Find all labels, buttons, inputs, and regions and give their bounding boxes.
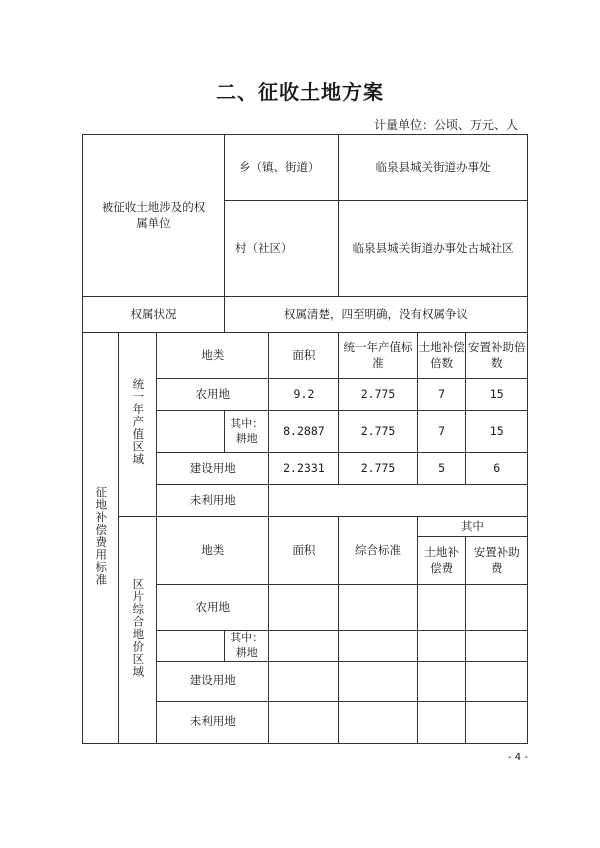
unit-line: 计量单位：公顷、万元、人 xyxy=(373,118,518,132)
zone2-cell xyxy=(417,585,466,631)
zone1-header-land-mult: 土地补偿倍数 xyxy=(417,333,466,379)
zone2-header-area: 面积 xyxy=(269,517,339,585)
zone2-header-land-fee: 土地补偿费 xyxy=(417,537,466,585)
zone2-cell xyxy=(339,701,417,743)
zone1-header-row xyxy=(83,333,528,379)
zone2-cell xyxy=(339,585,417,631)
standard-label: 征地补偿费用标准 xyxy=(94,485,109,586)
zone2-label: 区片综合地价区域 xyxy=(131,577,146,678)
zone1-header-type: 地类 xyxy=(157,333,269,379)
zone1-row-empty xyxy=(269,485,528,517)
zone2-cell xyxy=(466,661,528,701)
ownership-status-label: 权属状况 xyxy=(83,297,225,333)
zone1-row-standard: 2.775 xyxy=(339,453,417,485)
zone2-cell xyxy=(417,661,466,701)
zone1-row-land-mult: 5 xyxy=(417,453,466,485)
zone2-header-row xyxy=(83,517,528,537)
zone1-header-resettle-mult: 安置补助倍数 xyxy=(466,333,528,379)
zone1-row-type: 其中：耕地 xyxy=(224,411,268,453)
zone1-row-standard: 2.775 xyxy=(339,411,417,453)
zone1-indent-cell xyxy=(157,411,225,453)
zone1-row-land-mult: 7 xyxy=(417,379,466,411)
zone1-row-type: 建设用地 xyxy=(157,453,269,485)
zone2-cell xyxy=(339,661,417,701)
zone2-cell xyxy=(269,631,339,662)
page-number: - 4 - xyxy=(508,752,528,763)
zone1-header-area: 面积 xyxy=(269,333,339,379)
zone1-row-standard: 2.775 xyxy=(339,379,417,411)
zone1-row-resettle-mult: 6 xyxy=(466,453,528,485)
zone1-label-cell xyxy=(119,333,157,517)
zone2-cell xyxy=(466,585,528,631)
zone2-row-type: 其中：耕地 xyxy=(224,631,268,662)
township-label: 乡（镇、街道） xyxy=(224,135,338,201)
zone2-cell xyxy=(269,661,339,701)
zone2-header-resettle-fee: 安置补助费 xyxy=(466,537,528,585)
zone2-cell xyxy=(339,631,417,662)
standard-label-cell xyxy=(83,333,119,744)
zone2-cell xyxy=(269,585,339,631)
zone1-row-area: 9.2 xyxy=(269,379,339,411)
township-value: 临泉县城关街道办事处 xyxy=(339,135,528,201)
zone2-indent-cell xyxy=(157,631,225,662)
zone1-row-type: 农用地 xyxy=(157,379,269,411)
zone2-header-of-which: 其中 xyxy=(417,517,527,537)
ownership-status-value: 权属清楚，四至明确，没有权属争议 xyxy=(224,297,527,333)
village-label: 村（社区） xyxy=(224,201,338,297)
zone1-row-area: 8.2887 xyxy=(269,411,339,453)
ownership-status-row xyxy=(83,297,528,333)
page-title: 二、征收土地方案 xyxy=(216,80,384,104)
land-acquisition-table xyxy=(82,134,528,744)
zone1-row-resettle-mult: 15 xyxy=(466,379,528,411)
zone2-cell xyxy=(466,631,528,662)
township-row xyxy=(83,135,528,201)
zone2-cell xyxy=(466,701,528,743)
zone1-row-type: 未利用地 xyxy=(157,485,269,517)
zone2-row-type: 未利用地 xyxy=(157,701,269,743)
zone1-header-standard: 统一年产值标准 xyxy=(339,333,417,379)
zone1-label: 统一年产值区域 xyxy=(131,378,146,466)
zone1-row-resettle-mult: 15 xyxy=(466,411,528,453)
ownership-unit-label: 被征收土地涉及的权属单位 xyxy=(83,135,225,297)
zone2-cell xyxy=(269,701,339,743)
zone2-row-type: 农用地 xyxy=(157,585,269,631)
zone2-header-type: 地类 xyxy=(157,517,269,585)
village-value: 临泉县城关街道办事处古城社区 xyxy=(339,201,528,297)
zone2-cell xyxy=(417,701,466,743)
zone2-cell xyxy=(417,631,466,662)
zone1-row-land-mult: 7 xyxy=(417,411,466,453)
zone2-label-cell xyxy=(119,517,157,744)
zone2-row-type: 建设用地 xyxy=(157,661,269,701)
zone2-header-standard: 综合标准 xyxy=(339,517,417,585)
zone1-row-area: 2.2331 xyxy=(269,453,339,485)
